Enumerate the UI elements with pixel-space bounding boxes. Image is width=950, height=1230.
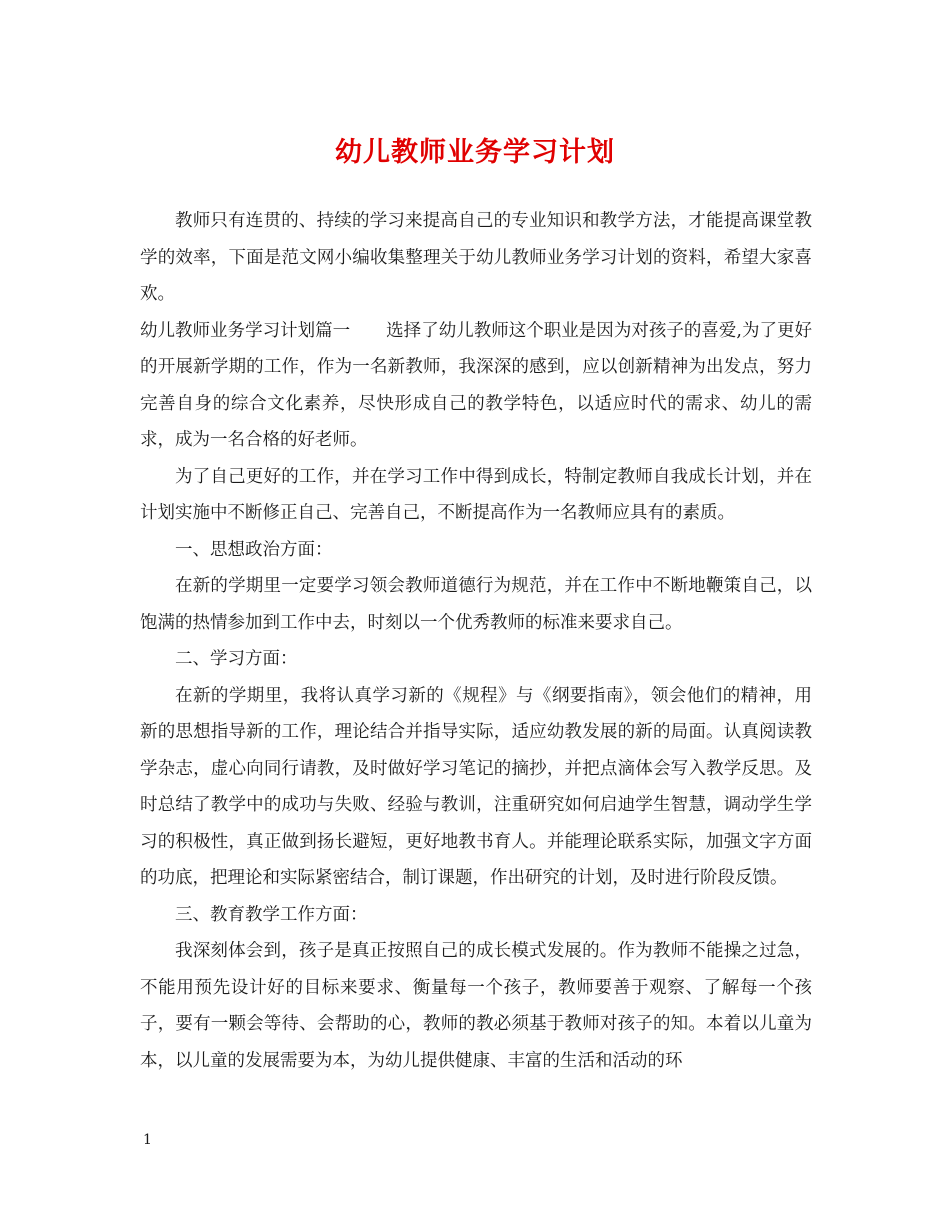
section-label: 幼儿教师业务学习计划篇一: [140, 320, 351, 341]
teaching-paragraph: 我深刻体会到，孩子是真正按照自己的成长模式发展的。作为教师不能操之过急，不能用预先设计好的目标来要求、衡量每一个孩子，教师要善于观察、了解每一个孩子，要有一颗会等待、会帮助的心，教师的教必须基于教师对孩子的知。本着以儿童为本，以儿童的发展需要为本，为幼儿提供健康、丰富的生活和活动的环: [140, 941, 812, 1071]
study-paragraph: 在新的学期里，我将认真学习新的《规程》与《纲要指南》，领会他们的精神，用新的思想指导新的工作，理论结合并指导实际，适应幼教发展的新的局面。认真阅读教学杂志，虚心向同行请教，及时做好学习笔记的摘抄，并把点滴体会写入教学反思。及时总结了教学中的成功与失败、经验与教训，注重研究如何启迪学生智慧，调动学生学习的积极性，真正做到扬长避短，更好地教书育人。并能理论联系实际，加强文字方面的功底，把理论和实际紧密结合，制订课题，作出研究的计划，及时进行阶段反馈。: [140, 685, 812, 888]
heading-teaching: 三、教育教学工作方面：: [175, 904, 368, 925]
section-paragraph: [140, 313, 812, 459]
heading-politics: 一、思想政治方面：: [175, 539, 333, 560]
page-number: 1: [143, 1132, 152, 1148]
document-title: 幼儿教师业务学习计划: [335, 137, 615, 168]
section-text: 选择了幼儿教师这个职业是因为对孩子的喜爱,为了更好的开展新学期的工作，作为一名新教师，我深深的感到，应以创新精神为出发点，努力完善自身的综合文化素养，尽快形成自己的教学特色，以适应时代的需求、幼儿的需求，成为一名合格的好老师。: [140, 320, 813, 450]
document-body: [140, 203, 812, 1079]
intro-paragraph: 教师只有连贯的、持续的学习来提高自己的专业知识和教学方法，才能提高课堂教学的效率，下面是范文网小编收集整理关于幼儿教师业务学习计划的资料，希望大家喜欢。: [140, 211, 812, 304]
heading-study: 二、学习方面：: [175, 649, 298, 669]
politics-paragraph: 在新的学期里一定要学习领会教师道德行为规范，并在工作中不断地鞭策自己，以饱满的热情参加到工作中去，时刻以一个优秀教师的标准来要求自己。: [140, 576, 812, 633]
growth-plan-paragraph: 为了自己更好的工作，并在学习工作中得到成长，特制定教师自我成长计划，并在计划实施中不断修正自己、完善自己，不断提高作为一名教师应具有的素质。: [140, 466, 812, 523]
